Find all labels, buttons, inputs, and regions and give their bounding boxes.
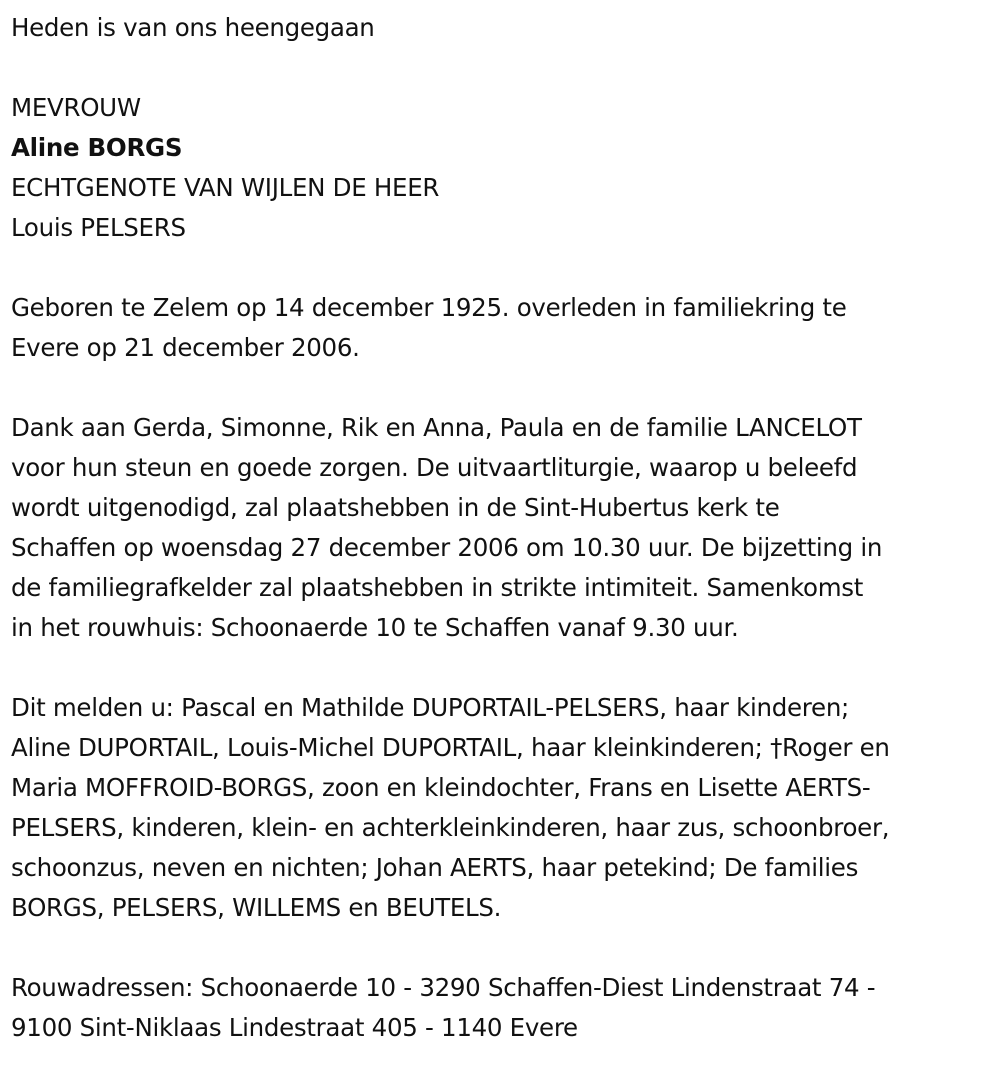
relation-text: ECHTGENOTE VAN WIJLEN DE HEER [11, 173, 440, 202]
birth-death-paragraph: Geboren te Zelem op 14 december 1925. overleden in familiekring te Evere op 21 december 2006. [11, 293, 847, 362]
spacer [11, 248, 991, 288]
addresses-paragraph: Rouwadressen: Schoonaerde 10 - 3290 Schaffen-Diest Lindenstraat 74 - 9100 Sint-Niklaas Lindestraat 405 - 1140 Evere [11, 973, 876, 1042]
intro-text: Heden is van ons heengegaan [11, 13, 375, 42]
spacer [11, 928, 991, 968]
spacer [11, 48, 991, 88]
spouse-name: Louis PELSERS [11, 213, 186, 242]
deceased-name: Aline BORGS [11, 133, 183, 162]
death-notice [11, 8, 991, 1048]
announcers-paragraph: Dit melden u: Pascal en Mathilde DUPORTAIL-PELSERS, haar kinderen; Aline DUPORTAIL, Louis-Michel DUPORTAIL, haar kleinkinderen; †Roger en Maria MOFFROID-BORGS, zoon en kleindochter, Frans en Lisette AERTS- PELSERS, kinderen, klein- en achterkleinkinderen, haar zus, schoonbroer, schoonzus, neven en nichten; Johan AERTS, haar petekind; De families BORGS, PELSERS, WILLEMS en BEUTELS. [11, 693, 890, 922]
honorific: MEVROUW [11, 93, 141, 122]
thanks-paragraph: Dank aan Gerda, Simonne, Rik en Anna, Paula en de familie LANCELOT voor hun steun en goede zorgen. De uitvaartliturgie, waarop u beleefd wordt uitgenodigd, zal plaatshebben in de Sint-Hubertus kerk te Schaffen op woensdag 27 december 2006 om 10.30 uur. De bijzetting in de familiegrafkelder zal plaatshebben in strikte intimiteit. Samenkomst in het rouwhuis: Schoonaerde 10 te Schaffen vanaf 9.30 uur. [11, 413, 883, 642]
spacer [11, 648, 991, 688]
spacer [11, 368, 991, 408]
